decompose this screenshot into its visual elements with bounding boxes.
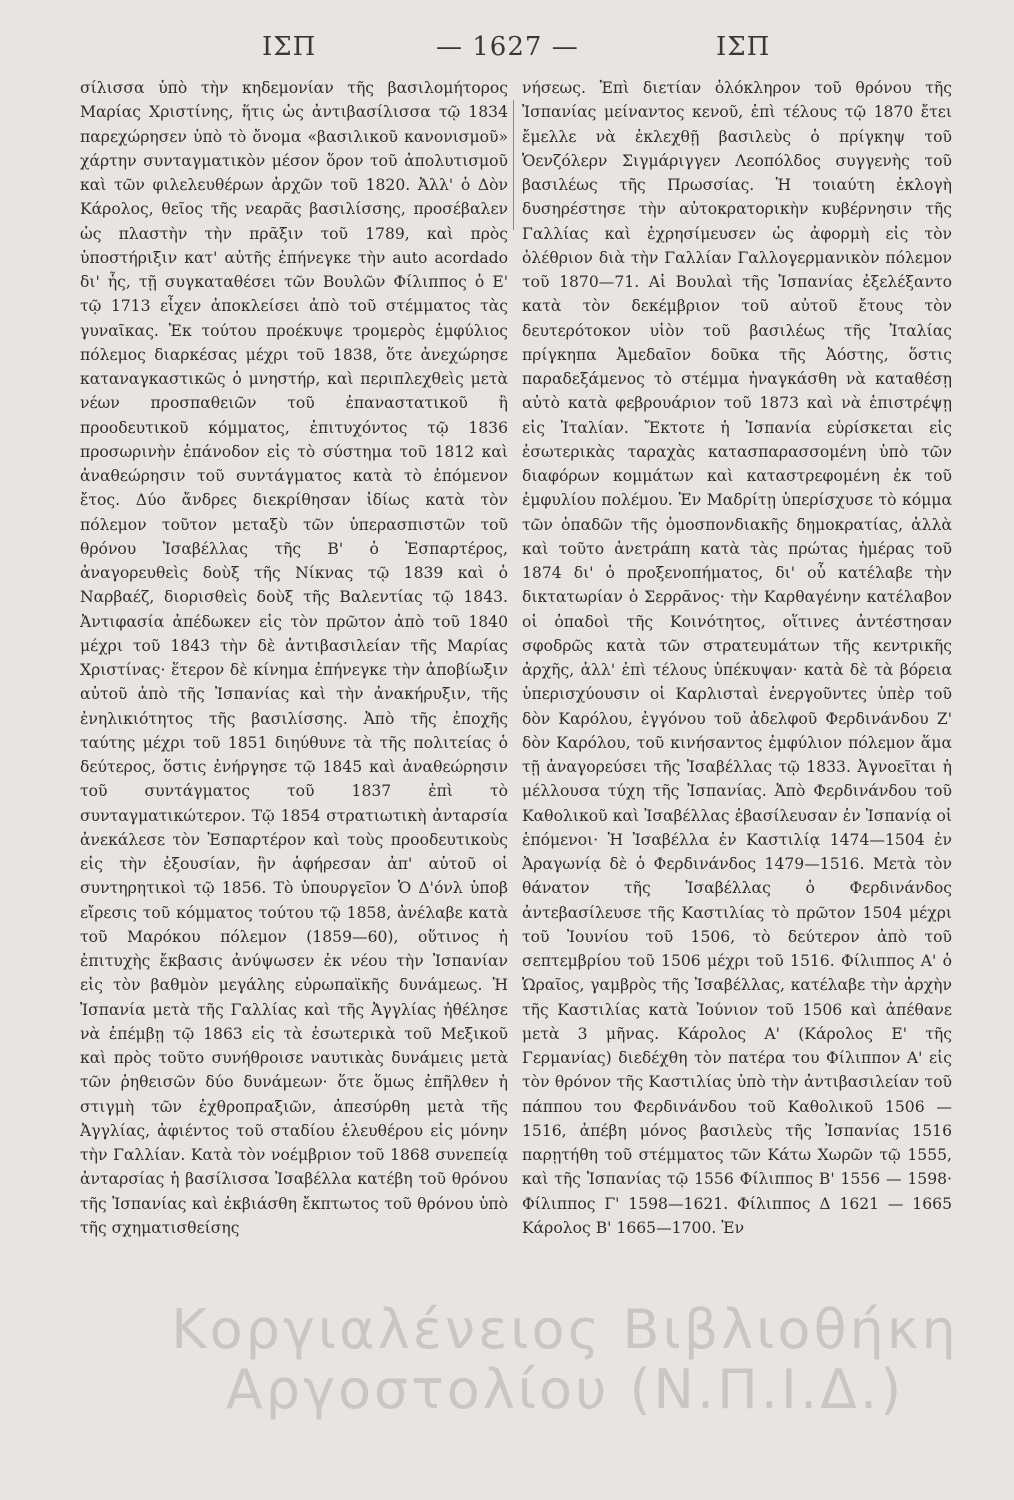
- watermark-line-2: Αργοστολίου (Ν.Π.Ι.Δ.): [225, 1358, 905, 1421]
- right-column-text: νήσεως. Ἐπὶ διετίαν ὁλόκληρον τοῦ θρόνου τῆς Ἰσπανίας μείναντος κενοῦ, ἐπὶ τέλους τῷ 1870 ἔτει ἔμελλε νὰ ἐκλεχθῇ βασιλεὺς ὁ πρίγκηψ τοῦ Ὁενζόλερν Σιγμάριγγεν Λεοπόλδος συγγενὴς τοῦ βασιλέως τῆς Πρωσσίας. Ἡ τοιαύτη ἐκλογὴ δυσηρέστησε τὴν αὐτοκρατορικὴν κυβέρνησιν τῆς Γαλλίας καὶ ἐχρησίμευσεν ὡς ἀφορμὴ εἰς τὸν ὀλέθριον διὰ τὴν Γαλλίαν Γαλλογερμανικὸν πόλεμον τοῦ 1870—71. Αἱ Βουλαὶ τῆς Ἰσπανίας ἐξελέξαντο κατὰ τὸν δεκέμβριον τοῦ αὐτοῦ ἔτους τὸν δευτερότοκον υἱὸν τοῦ βασιλέως τῆς Ἰταλίας πρίγκηπα Ἀμεδαῖον δοῦκα τῆς Ἀόστης, ὅστις παραδεξάμενος τὸ στέμμα ἠναγκάσθη νὰ καταθέσῃ αὐτὸ κατὰ φεβρουάριον τοῦ 1873 καὶ νὰ ἐπιστρέψῃ εἰς Ἰταλίαν. Ἔκτοτε ἡ Ἰσπανία εὑρίσκεται εἰς ἐσωτερικὰς ταραχὰς κατασπαρασσομένη ὑπὸ τῶν διαφόρων κομμάτων καὶ καταστρεφομένη ἐκ τοῦ ἐμφυλίου πολέμου. Ἐν Μαδρίτῃ ὑπερίσχυσε τὸ κόμμα τῶν ὀπαδῶν τῆς ὁμοσπονδιακῆς δημοκρατίας, ἀλλὰ καὶ τοῦτο ἀνετράπη κατὰ τὰς πρώτας ἡμέρας τοῦ 1874 δι' ὁ προξενοπήματος, δι' οὗ κατέλαβε τὴν δικτατωρίαν ὁ Σερρᾶνος· τὴν Καρθαγένην κατέλαβον οἱ ὀπαδοὶ τῆς Κοινότητος, οἵτινες ἀντέστησαν σφοδρῶς κατὰ τῶν στρατευμάτων τῆς κεντρικῆς ἀρχῆς, ἀλλ' ἐπὶ τέλους ὑπέκυψαν· κατὰ δὲ τὰ βόρεια ὑπερισχύουσιν οἱ Καρλισταὶ ἐνεργοῦντες ὑπὲρ τοῦ δὸν Καρόλου, ἐγγόνου τοῦ ἀδελφοῦ Φερδινάνδου Ζ' δὸν Καρόλου, τοῦ κινήσαντος ἐμφύλιον πόλεμον ἅμα τῇ ἀναγορεύσει τῆς Ἰσαβέλλας τῷ 1833. Ἀγνοεῖται ἡ μέλλουσα τύχη τῆς Ἰσπανίας. Ἀπὸ Φερδινάνδου τοῦ Καθολικοῦ καὶ Ἰσαβέλλας ἐβασίλευσαν ἐν Ἰσπανίᾳ οἱ ἑπόμενοι· Ἡ Ἰσαβέλλα ἐν Καστιλίᾳ 1474—1504 ἐν Ἀραγωνίᾳ δὲ ὁ Φερδινάνδος 1479—1516. Μετὰ τὸν θάνατον τῆς Ἰσαβέλλας ὁ Φερδινάνδος ἀντεβασίλευσε τῆς Καστιλίας τὸ πρῶτον 1504 μέχρι τοῦ Ἰουνίου τοῦ 1506, τὸ δεύτερον ἀπὸ τοῦ σεπτεμβρίου τοῦ 1506 μέχρι τοῦ 1516. Φίλιππος Α' ὁ Ὡραῖος, γαμβρὸς τῆς Ἰσαβέλλας, κατέλαβε τὴν ἀρχὴν τῆς Καστιλίας κατὰ Ἰούνιον τοῦ 1506 καὶ ἀπέθανε μετὰ 3 μῆνας. Κάρολος Α' (Κάρολος Ε' τῆς Γερμανίας) διεδέχθη τὸν πατέρα του Φίλιππον Α' εἰς τὸν θρόνον τῆς Καστιλίας ὑπὸ τὴν ἀντιβασιλείαν τοῦ πάππου του Φερδινάνδου τοῦ Καθολικοῦ 1506 — 1516, ἀπέβη μόνος βασιλεὺς τῆς Ἰσπανίας 1516 παρῃτήθη τοῦ στέμματος τῶν Κάτω Χωρῶν τῷ 1555, καὶ τῆς Ἰσπανίας τῷ 1556 Φίλιππος Β' 1556 — 1598· Φίλιππος Γ' 1598—1621. Φίλιππος Δ 1621 — 1665 Κάρολος Β' 1665—1700. Ἐν: [522, 79, 952, 1237]
- header-left-abbrev: ΙΣΠ: [262, 32, 317, 62]
- right-column: [522, 76, 952, 1436]
- page-number: — 1627 —: [436, 32, 579, 62]
- left-column-text: σίλισσα ὑπὸ τὴν κηδεμονίαν τῆς βασιλομήτορος Μαρίας Χριστίνης, ἥτις ὡς ἀντιβασίλισσα τῷ 1834 παρεχώρησεν ὑπὸ τὸ ὄνομα «βασιλικοῦ κανονισμοῦ» χάρτην συνταγματικὸν μέσον ὅρον τοῦ ἀπολυτισμοῦ καὶ τῶν φιλελευθέρων ἀρχῶν τοῦ 1820. Ἀλλ' ὁ Δὸν Κάρολος, θεῖος τῆς νεαρᾶς βασιλίσσης, προσέβαλεν ὡς πλαστὴν τὴν πρᾶξιν τοῦ 1789, καὶ πρὸς ὑποστήριξιν κατ' αὐτῆς ἐπήνεγκε τὴν auto acordado δι' ἧς, τῇ συγκαταθέσει τῶν Βουλῶν Φίλιππος ὁ Ε' τῷ 1713 εἶχεν ἀποκλείσει ἀπὸ τοῦ στέμματος τὰς γυναῖκας. Ἐκ τούτου προέκυψε τρομερὸς ἐμφύλιος πόλεμος διαρκέσας μέχρι τοῦ 1838, ὅτε ἀνεχώρησε καταναγκαστικῶς ὁ μνηστήρ, καὶ περιπλεχθεὶς μετὰ νέων προσπαθειῶν τοῦ ἐπαναστατικοῦ ἢ προοδευτικοῦ κόμματος, ἐπιτυχόντος τῷ 1836 προσωρινὴν ἐπάνοδον εἰς τὸ σύστημα τοῦ 1812 καὶ ἀναθεώρησιν τοῦ συντάγματος κατὰ τὸ ἑπόμενον ἔτος. Δύο ἄνδρες διεκρίθησαν ἰδίως κατὰ τὸν πόλεμον τοῦτον μεταξὺ τῶν ὑπερασπιστῶν τοῦ θρόνου Ἰσαβέλλας τῆς Β' ὁ Ἐσπαρτέρος, ἀναγορευθεὶς δοὺξ τῆς Νίκνας τῷ 1839 καὶ ὁ Ναρβαέζ, διορισθεὶς δοὺξ τῆς Βαλεντίας τῷ 1843. Ἀντιφασία ἀπέδωκεν εἰς τὸν πρῶτον ἀπὸ τοῦ 1840 μέχρι τοῦ 1843 τὴν δὲ ἀντιβασιλείαν τῆς Μαρίας Χριστίνας· ἕτερον δὲ κίνημα ἐπήνεγκε τὴν ἀποβίωξιν αὐτοῦ ἀπὸ τῆς Ἰσπανίας καὶ τὴν ἀνακήρυξιν, τῆς ἐνηλικιότητος τῆς βασιλίσσης. Ἀπὸ τῆς ἐποχῆς ταύτης μέχρι τοῦ 1851 διηύθυνε τὰ τῆς πολιτείας ὁ δεύτερος, ὅστις ἐνήργησε τῷ 1845 καὶ ἀναθεώρησιν τοῦ συντάγματος τοῦ 1837 ἐπὶ τὸ συνταγματικώτερον. Τῷ 1854 στρατιωτικὴ ἀνταρσία ἀνεκάλεσε τὸν Ἐσπαρτέρον καὶ τοὺς προοδευτικοὺς εἰς τὴν ἐξουσίαν, ἣν ἀφήρεσαν ἀπ' αὐτοῦ οἱ συντηρητικοὶ τῷ 1856. Τὸ ὑπουργεῖον Ὁ Δ'όνλ ὑποβ εἴρεσις τοῦ κόμματος τούτου τῷ 1858, ἀνέλαβε κατὰ τοῦ Μαρόκου πόλεμον (1859—60), οὕτινος ἡ ἐπιτυχὴς ἔκβασις ἀνύψωσεν ἐκ νέου τὴν Ἰσπανίαν εἰς τὸν βαθμὸν μεγάλης εὐρωπαϊκῆς δυνάμεως. Ἡ Ἰσπανία μετὰ τῆς Γαλλίας καὶ τῆς Ἀγγλίας ἠθέλησε νὰ ἐπέμβῃ τῷ 1863 εἰς τὰ ἐσωτερικὰ τοῦ Μεξικοῦ καὶ πρὸς τοῦτο συνήθροισε ναυτικὰς δυνάμεις μετὰ τῶν ῥηθεισῶν δύο δυνάμεων· ὅτε ὅμως ἐπῆλθεν ἡ στιγμὴ τῶν ἐχθροπραξιῶν, ἀπεσύρθη μετὰ τῆς Ἀγγλίας, ἀφιέντος τοῦ σταδίου ἐλευθέρου εἰς μόνην τὴν Γαλλίαν. Κατὰ τὸν νοέμβριον τοῦ 1868 συνεπείᾳ ἀνταρσίας ἡ βασίλισσα Ἰσαβέλλα κατέβη τοῦ θρόνου τῆς Ἰσπανίας καὶ ἐκβιάσθη ἔκπτωτος τοῦ θρόνου ὑπὸ τῆς σχηματισθείσης: [80, 79, 508, 1237]
- column-divider: [513, 100, 514, 230]
- page-header: [0, 32, 1014, 72]
- header-right-abbrev: ΙΣΠ: [716, 32, 771, 62]
- left-column: [80, 76, 508, 1436]
- watermark-line-1: Κοργιαλένειος Βιβλιοθήκη: [171, 1298, 959, 1361]
